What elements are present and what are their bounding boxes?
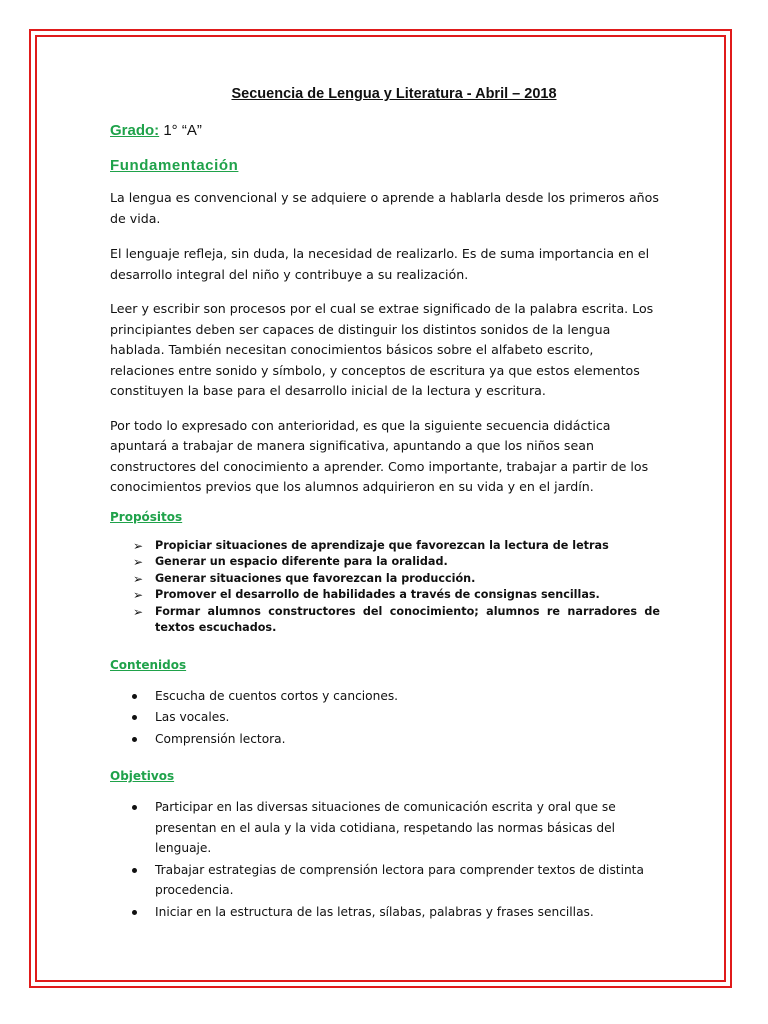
- list-item-text: Las vocales.: [155, 710, 230, 724]
- arrowhead-bullet-icon: ➢: [133, 604, 144, 619]
- list-item-text: Escucha de cuentos cortos y canciones.: [155, 688, 399, 703]
- list-item: [110, 729, 660, 750]
- list-item: [110, 686, 660, 707]
- paragraph: El lenguaje refleja, sin duda, la necesidad de realizarlo. Es de suma importancia en el desarrollo integral del niño y contribuye a su realización.: [110, 246, 650, 282]
- list-item-text: Iniciar en la estructura de las letras, sílabas, palabras y frases sencillas.: [155, 904, 594, 919]
- paragraph: Leer y escribir son procesos por el cual se extrae significado de la palabra escrita. Los principiantes deben ser capaces de distinguir los distintos sonidos de la lengua hablada. También necesitan conocimientos básicos sobre el alfabeto escrito, relaciones entre sonido y símbolo, y conceptos de escritura ya que estos elementos constituyen la base para el desarrollo inicial de la lectura y escritura.: [110, 301, 654, 398]
- objetivos-heading: Objetivos: [110, 769, 175, 783]
- arrowhead-bullet-icon: ➢: [133, 555, 144, 569]
- paragraph: La lengua es convencional y se adquiere o aprende a hablarla desde los primeros años de vida.: [110, 190, 659, 226]
- list-item: [110, 587, 660, 604]
- round-bullet-icon: [132, 805, 137, 810]
- document-title: Secuencia de Lengua y Literatura - Abril – 2018: [231, 86, 557, 102]
- round-bullet-icon: [132, 868, 137, 873]
- list-item-text: Formar alumnos constructores del conocimiento; alumnos re narradores de textos escuchados.: [155, 604, 660, 634]
- propositos-list: [110, 538, 660, 637]
- grado-value: 1° “A”: [159, 122, 202, 139]
- objetivos-list: [110, 797, 660, 922]
- list-item-text: Propiciar situaciones de aprendizaje que favorezcan la lectura de letras: [155, 538, 609, 552]
- contenidos-list: [110, 686, 660, 750]
- round-bullet-icon: [132, 737, 137, 742]
- list-item-text: Trabajar estrategias de comprensión lectora para comprender textos de distinta procedencia.: [155, 862, 644, 897]
- document-body: [110, 86, 660, 923]
- round-bullet-icon: [132, 910, 137, 915]
- fundamentacion-heading: Fundamentación: [110, 157, 239, 174]
- list-item: [110, 554, 660, 571]
- list-item: [110, 902, 660, 923]
- list-item-text: Generar situaciones que favorezcan la producción.: [155, 571, 476, 585]
- list-item-text: Generar un espacio diferente para la oralidad.: [155, 555, 448, 568]
- list-item: [110, 797, 660, 859]
- propositos-heading: Propósitos: [110, 509, 183, 524]
- round-bullet-icon: [132, 715, 137, 720]
- list-item: [110, 538, 660, 555]
- arrowhead-bullet-icon: ➢: [133, 571, 144, 586]
- list-item-text: Promover el desarrollo de habilidades a través de consignas sencillas.: [155, 588, 600, 601]
- arrowhead-bullet-icon: ➢: [133, 588, 144, 602]
- round-bullet-icon: [132, 694, 137, 699]
- grado-line: [110, 122, 660, 139]
- list-item-text: Comprensión lectora.: [155, 731, 286, 746]
- list-item: [110, 860, 660, 901]
- arrowhead-bullet-icon: ➢: [133, 538, 144, 553]
- grado-label: Grado:: [110, 122, 160, 139]
- list-item-text: Participar en las diversas situaciones de comunicación escrita y oral que se presentan en el aula y la vida cotidiana, respetando las normas básicas del lenguaje.: [155, 800, 616, 855]
- paragraph: Por todo lo expresado con anterioridad, es que la siguiente secuencia didáctica apuntará a trabajar de manera significativa, apuntando a que los niños sean constructores del conocimiento a aprender. Como importante, trabajar a partir de los conocimientos previos que los alumnos adquirieron en su vida y en el jardín.: [110, 417, 649, 494]
- list-item: [110, 604, 660, 637]
- contenidos-heading: Contenidos: [110, 657, 187, 672]
- list-item: [110, 707, 660, 728]
- list-item: [110, 571, 660, 588]
